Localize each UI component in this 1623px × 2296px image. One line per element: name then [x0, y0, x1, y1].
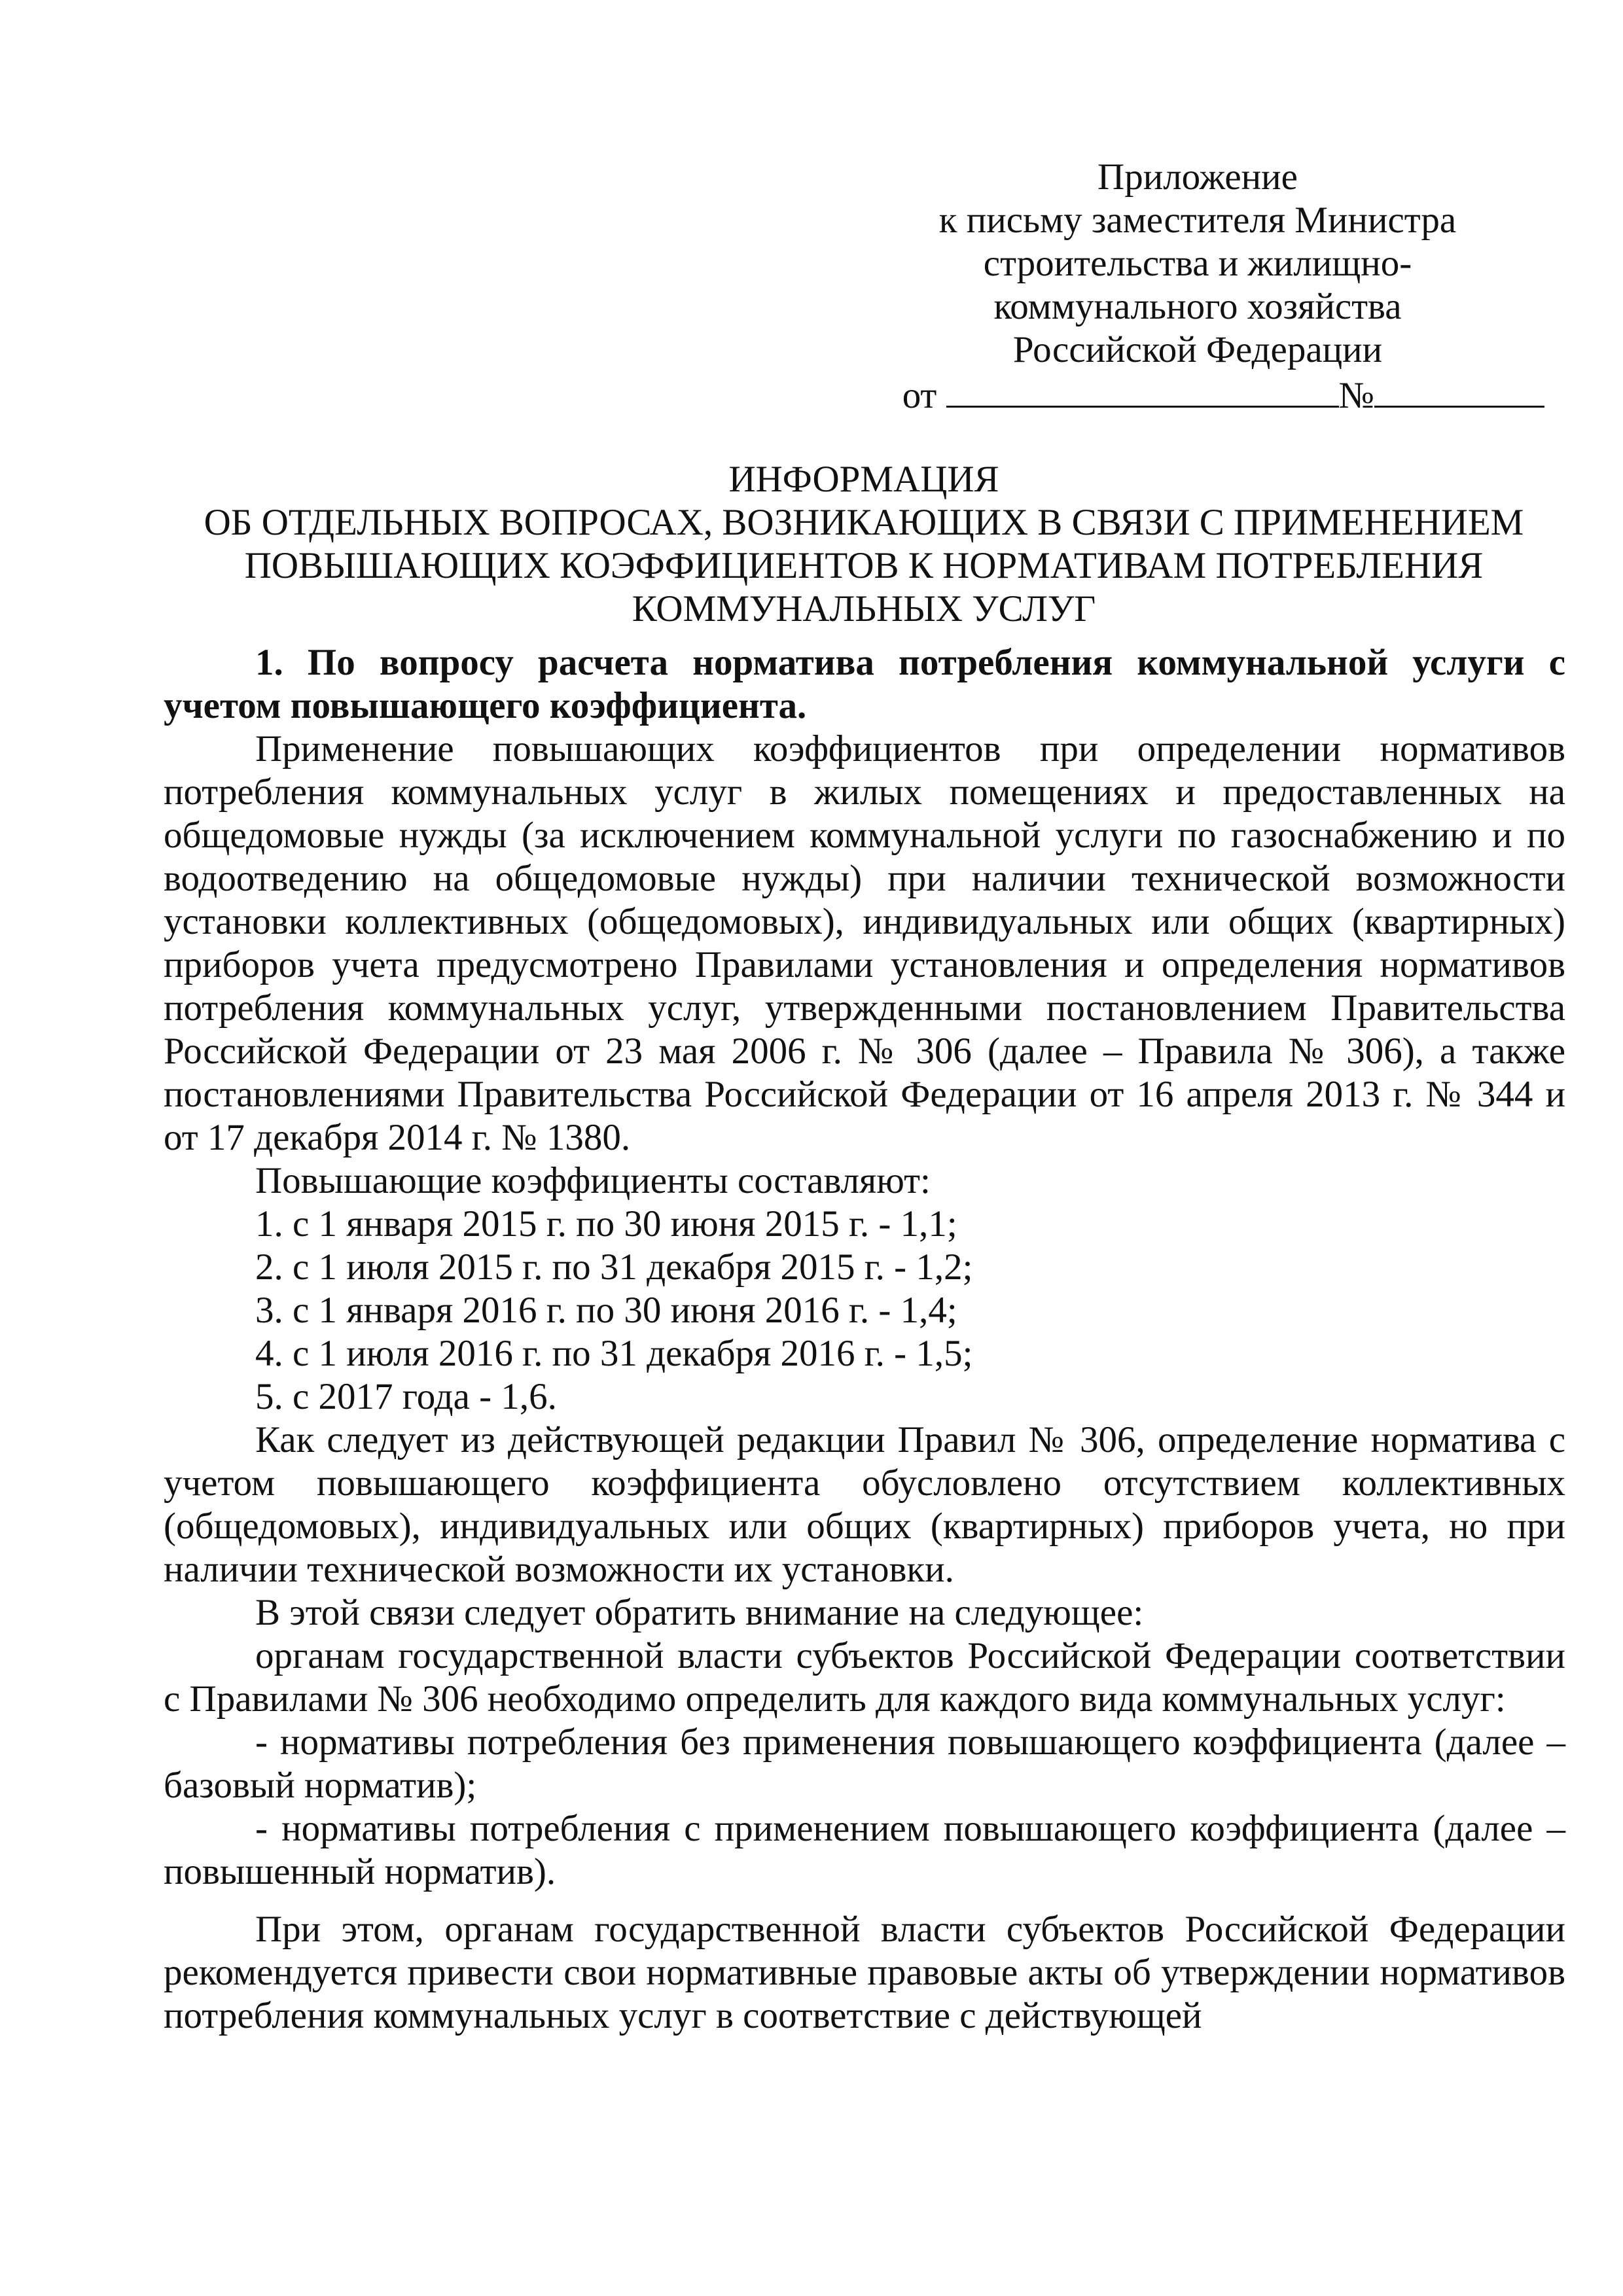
appendix-line: Приложение: [1097, 156, 1298, 198]
paragraph: органам государственной власти субъектов Российской Федерации соответствии с Правилами № 306 необходимо определить для каждого вида коммунальных услуг:: [164, 1635, 1565, 1720]
appendix-block: [851, 156, 1544, 417]
coefficient-item: 5. с 2017 года - 1,6.: [255, 1376, 557, 1417]
document-title: [164, 458, 1564, 631]
coefficient-item: 2. с 1 июля 2015 г. по 31 декабря 2015 г. - 1,2;: [255, 1246, 973, 1288]
title-line: КОММУНАЛЬНЫХ УСЛУГ: [632, 588, 1096, 629]
paragraph: Применение повышающих коэффициентов при определении нормативов потребления коммунальных услуг в жилых помещениях и предоставленных на общедомовые нужды (за исключением коммунальной услуги по газоснабжению и по водоотведению на общедомовые нужды) при наличии технической возможности установки коллективных (общедомовых), индивидуальных или общих (квартирных) приборов учета предусмотрено Правилами установления и определения нормативов потребления коммунальных услуг, утвержденными постановлением Правительства Российской Федерации от 23 мая 2006 г. № 306 (далее – Правила № 306), а также постановлениями Правительства Российской Федерации от 16 апреля 2013 г. № 344 и от 17 декабря 2014 г. № 1380.: [164, 728, 1565, 1158]
number-label: №: [1338, 375, 1374, 416]
coefficient-item: 3. с 1 января 2016 г. по 30 июня 2016 г. - 1,4;: [255, 1290, 957, 1331]
appendix-line: Российской Федерации: [1012, 329, 1383, 370]
from-label: от: [902, 375, 937, 416]
coefficient-item: 4. с 1 июля 2016 г. по 31 декабря 2016 г. - 1,5;: [255, 1333, 973, 1374]
paragraph: При этом, органам государственной власти субъектов Российской Федерации рекомендуется привести свои нормативные правовые акты об утверждении нормативов потребления коммунальных услуг в соответствие с действующей: [164, 1909, 1565, 2036]
dash-item: - нормативы потребления с применением повышающего коэффициента (далее – повышенный норматив).: [164, 1808, 1565, 1892]
document-body: [164, 641, 1565, 2038]
appendix-line: к письму заместителя Министра: [938, 200, 1457, 241]
paragraph: В этой связи следует обратить внимание на следующее:: [255, 1592, 1144, 1633]
number-blank: [1374, 372, 1544, 408]
date-number-line: [851, 372, 1544, 417]
dash-item: - нормативы потребления без применения повышающего коэффициента (далее – базовый норматив);: [164, 1722, 1565, 1806]
coefficients-intro: Повышающие коэффициенты составляют:: [255, 1160, 931, 1201]
title-line: ПОВЫШАЮЩИХ КОЭФФИЦИЕНТОВ К НОРМАТИВАМ ПОТРЕБЛЕНИЯ: [244, 545, 1484, 586]
title-line: ОБ ОТДЕЛЬНЫХ ВОПРОСАХ, ВОЗНИКАЮЩИХ В СВЯЗИ С ПРИМЕНЕНИЕМ: [204, 502, 1524, 543]
coefficient-item: 1. с 1 января 2015 г. по 30 июня 2015 г. - 1,1;: [255, 1203, 957, 1245]
title-line: ИНФОРМАЦИЯ: [728, 459, 999, 500]
appendix-line: строительства и жилищно-: [983, 243, 1412, 284]
paragraph: Как следует из действующей редакции Правил № 306, определение норматива с учетом повышающего коэффициента обусловлено отсутствием коллективных (общедомовых), индивидуальных или общих (квартирных) приборов учета, но при наличии технической возможности их установки.: [164, 1419, 1565, 1590]
section-heading: 1. По вопросу расчета норматива потребления коммунальной услуги с учетом повышающего коэффициента.: [164, 642, 1565, 726]
appendix-line: коммунального хозяйства: [993, 286, 1402, 327]
date-blank: [946, 372, 1339, 408]
